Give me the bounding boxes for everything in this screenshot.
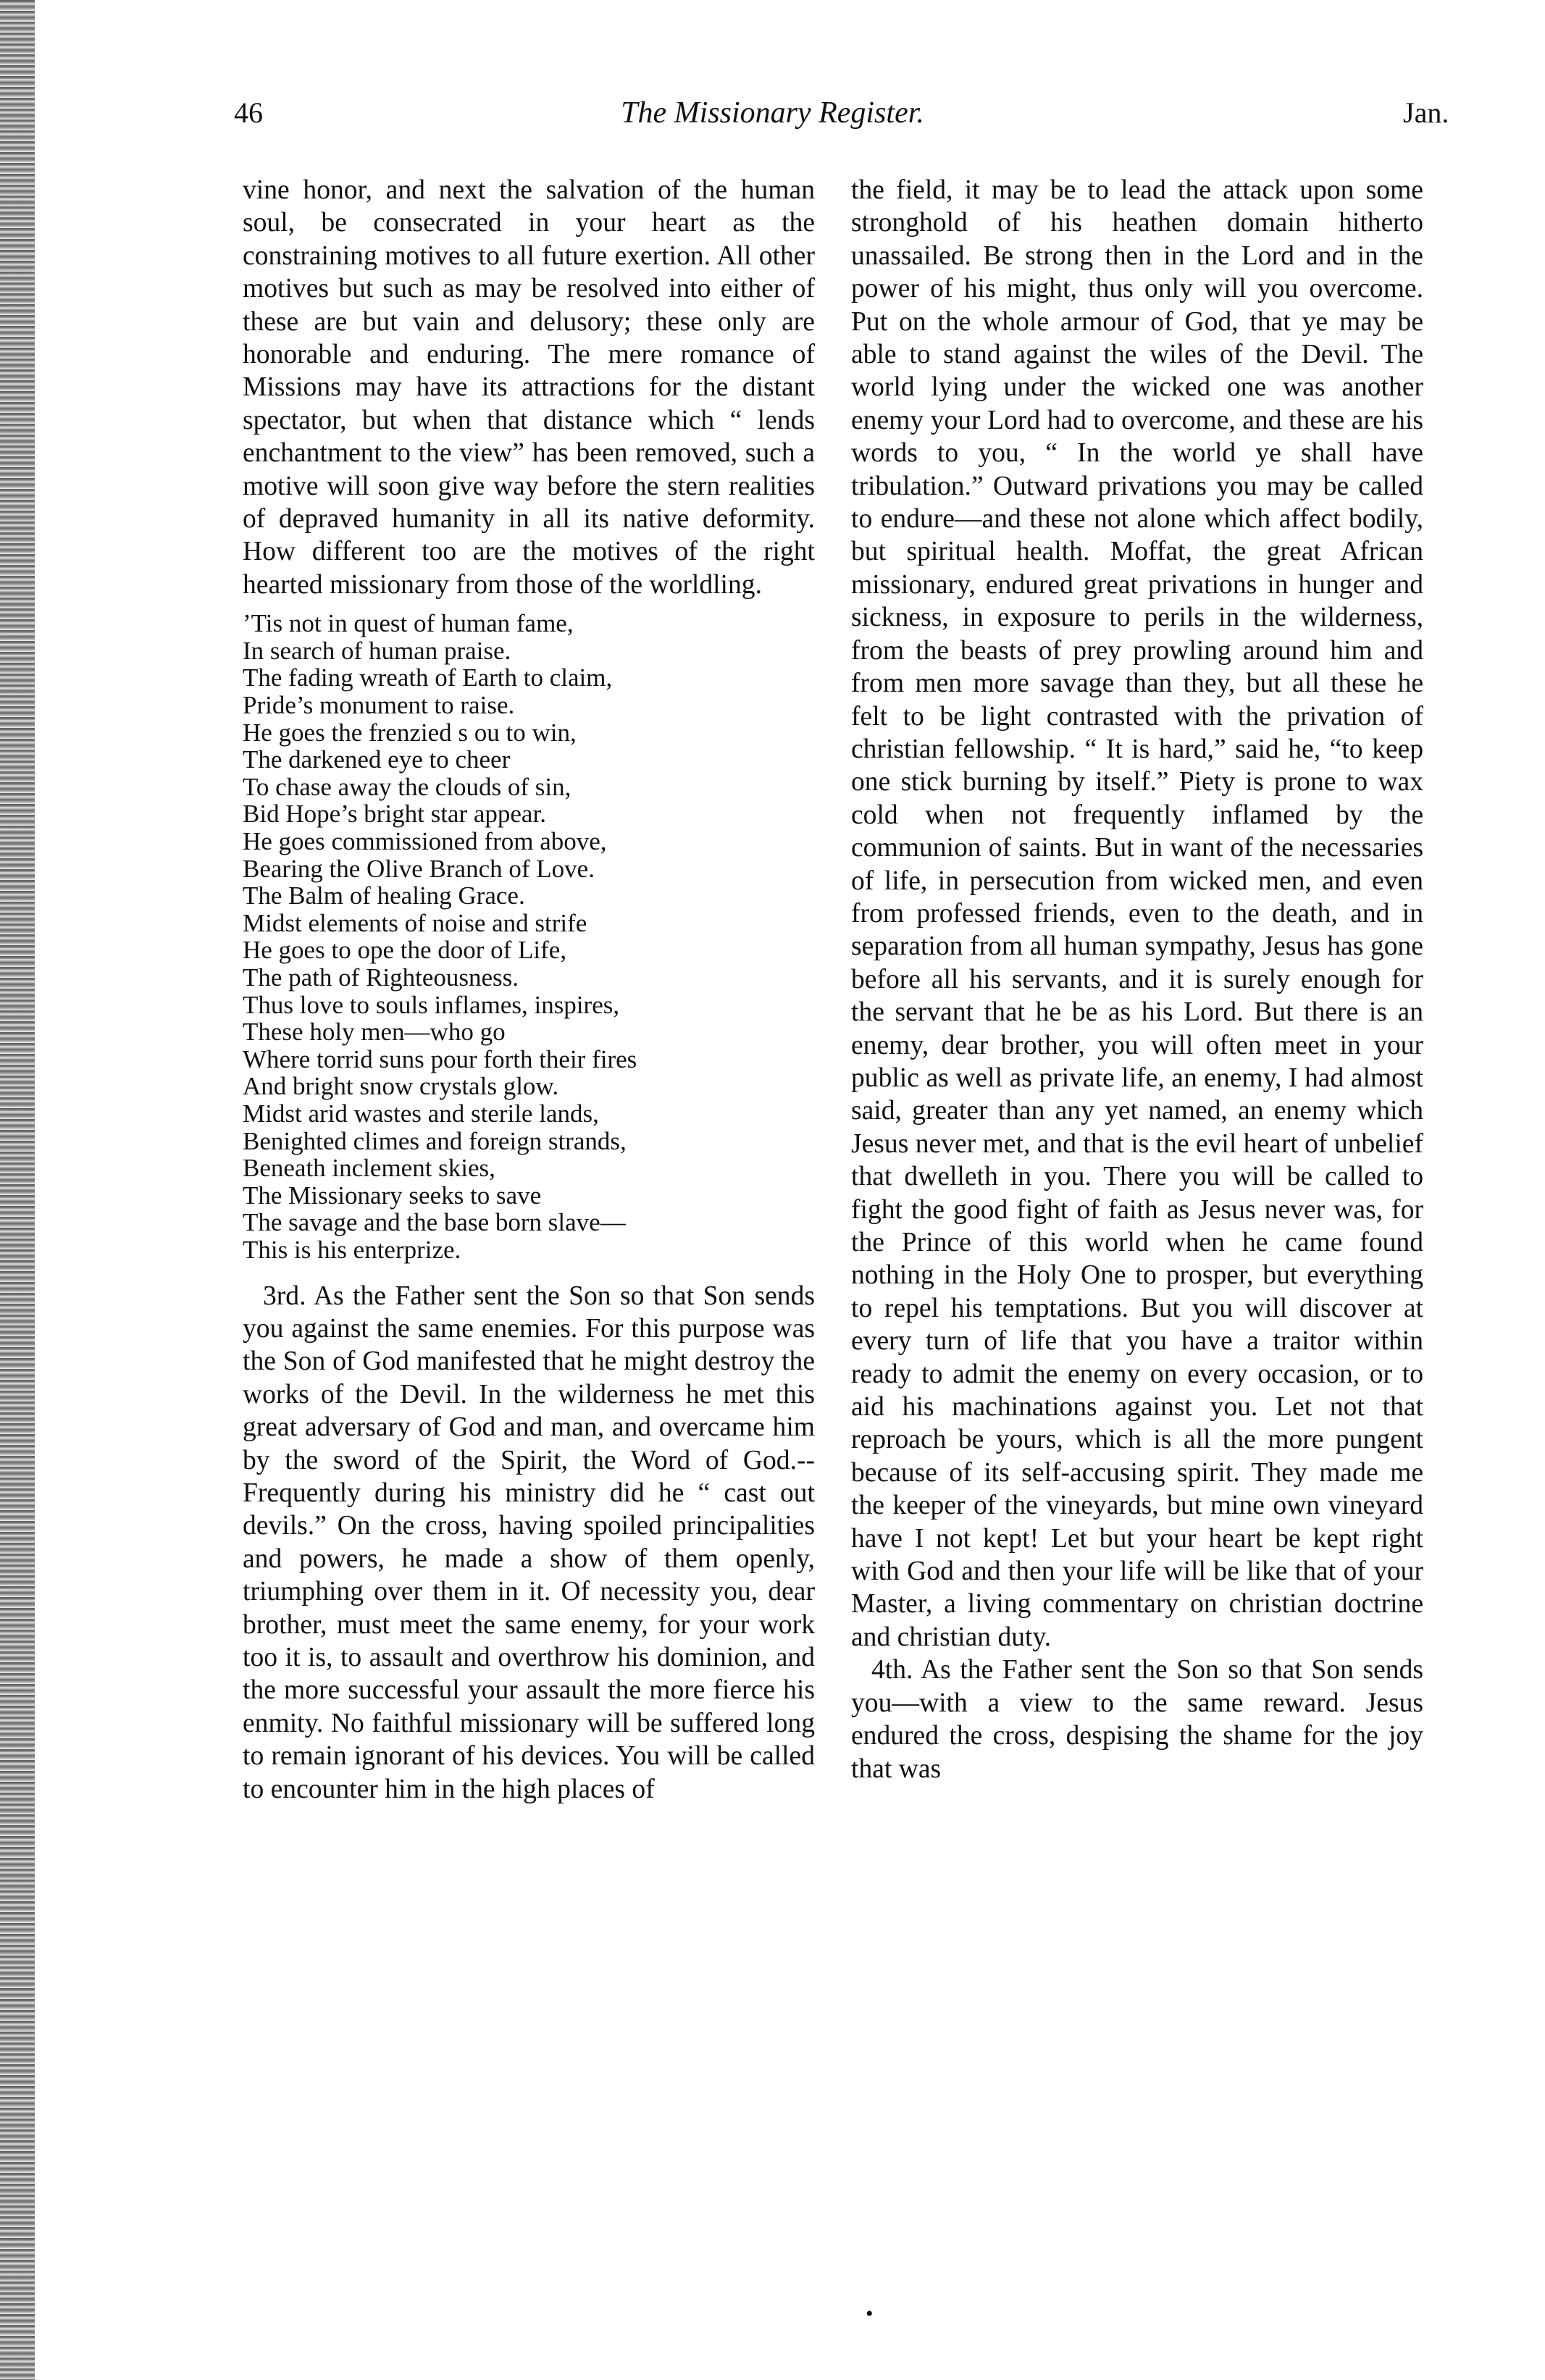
poem-line: He goes commissioned from above, bbox=[243, 827, 607, 856]
poem-line: He goes to ope the door of Life, bbox=[243, 936, 567, 965]
page-number: 46 bbox=[234, 96, 263, 129]
poem-line: The fading wreath of Earth to claim, bbox=[243, 663, 613, 692]
poem-line: In search of human praise. bbox=[243, 636, 511, 665]
poem-line: Pride’s monument to raise. bbox=[243, 691, 515, 720]
footer-mark: • bbox=[866, 2302, 874, 2326]
poem-line: Midst arid wastes and sterile lands, bbox=[243, 1099, 599, 1128]
poem-line: Bearing the Olive Branch of Love. bbox=[243, 854, 595, 883]
running-header bbox=[0, 96, 1545, 139]
poem bbox=[243, 610, 815, 1263]
poem-line: Where torrid suns pour forth their fires bbox=[243, 1044, 637, 1073]
right-paragraph-2: 4th. As the Father sent the Son so that Son sends you—with a view to the same reward. Jesus endured the cross, despising the shame for the joy that was bbox=[851, 1655, 1423, 1784]
right-paragraph-1: the field, it may be to lead the attack upon some stronghold of his heathen domain hitherto unassailed. Be strong then in the Lord and in the power of his might, thus only will you overcome. Put on the whole armour of God, that ye may be able to stand against the wiles of the Devil. The world lying under the wicked one was another enemy your Lord had to overcome, and these are his words to you, “ In the world ye shall have tribulation.” Outward privations you may be called to endure—and these not alone which affect bodily, but spiritual health. Moffat, the great African missionary, endured great privations in hunger and sickness, in exposure to perils in the wilderness, from the beasts of prey prowling around him and from men more savage than they, but all these he felt to be light contrasted with the privation of christian fellowship. “ It is hard,” said he, “to keep one stick burning by itself.” Piety is prone to wax cold when not frequently inflamed by the communion of saints. But in want of the necessaries of life, in persecution from wicked men, and even from professed friends, even to the death, and in separation from all human sympathy, Jesus has gone before all his servants, and it is surely enough for the servant that he be as his Lord. But there is an enemy, dear brother, you will often meet in your public as well as private life, an enemy, I had almost said, greater than any yet named, an enemy which Jesus never met, and that is the evil heart of unbelief that dwelleth in you. There you will be called to fight the good fight of faith as Jesus never was, for the Prince of this world when he came found nothing in the Holy One to prosper, but everything to repel his temptations. But you will discover at every turn of life that you have a traitor within ready to admit the enemy on every occasion, or to aid his machinations against you. Let not that reproach be yours, which is all the more pungent because of its self-accusing spirit. They made me the keeper of the vineyards, but mine own vineyard have I not kept! Let but your heart be kept right with God and then your life will be like that of your Master, a living commentary on christian doctrine and christian duty. bbox=[851, 175, 1423, 1652]
poem-line: Benighted climes and foreign strands, bbox=[243, 1126, 627, 1155]
journal-title: The Missionary Register. bbox=[621, 96, 924, 130]
poem-line: These holy men—who go bbox=[243, 1018, 506, 1047]
poem-line: The darkened eye to cheer bbox=[243, 745, 511, 774]
poem-line: Midst elements of noise and strife bbox=[243, 908, 587, 937]
poem-line: Thus love to souls inflames, inspires, bbox=[243, 990, 620, 1019]
poem-line: He goes the frenzied s ou to win, bbox=[243, 718, 577, 747]
poem-line: ’Tis not in quest of human fame, bbox=[243, 609, 574, 638]
poem-line: The Missionary seeks to save bbox=[243, 1181, 542, 1210]
poem-line: The path of Righteousness. bbox=[243, 963, 519, 992]
poem-line: Beneath inclement skies, bbox=[243, 1154, 495, 1183]
poem-line: The savage and the base born slave— bbox=[243, 1208, 626, 1237]
page-binding-edge bbox=[0, 0, 35, 2380]
issue-month: Jan. bbox=[1403, 96, 1449, 129]
left-paragraph-2: 3rd. As the Father sent the Son so that Son sends you against the same enemies. For this purpose was the Son of God manifested that he might destroy the works of the Devil. In the wilderness he met this great adversary of God and man, and overcame him by the sword of the Spirit, the Word of God.-- Frequently during his ministry did he “ cast out devils.” On the cross, having spoiled principalities and powers, he made a show of them openly, triumphing over them in it. Of necessity you, dear brother, must meet the same enemy, for your work too it is, to assault and overthrow his dominion, and the more successful your assault the more fierce his enmity. No faithful missionary will be suffered long to remain ignorant of his devices. You will be called to encounter him in the high places of bbox=[243, 1281, 815, 1804]
poem-line: Bid Hope’s bright star appear. bbox=[243, 800, 546, 829]
left-paragraph-1: vine honor, and next the salvation of the human soul, be consecrated in your heart as the constraining motives to all future exertion. All other motives but such as may be resolved into either of these are but vain and delusory; these only are honorable and enduring. The mere romance of Missions may have its attractions for the distant spectator, but when that distance which “ lends enchantment to the view” has been removed, such a motive will soon give way before the stern realities of depraved humanity in all its native deformity. How different too are the motives of the right hearted missionary from those of the worldling. bbox=[243, 175, 815, 600]
poem-line: This is his enterprize. bbox=[243, 1235, 461, 1264]
poem-line: To chase away the clouds of sin, bbox=[243, 772, 571, 801]
poem-line: And bright snow crystals glow. bbox=[243, 1072, 559, 1101]
right-column bbox=[851, 174, 1423, 1785]
left-column bbox=[243, 174, 815, 1806]
poem-line: The Balm of healing Grace. bbox=[243, 881, 525, 910]
